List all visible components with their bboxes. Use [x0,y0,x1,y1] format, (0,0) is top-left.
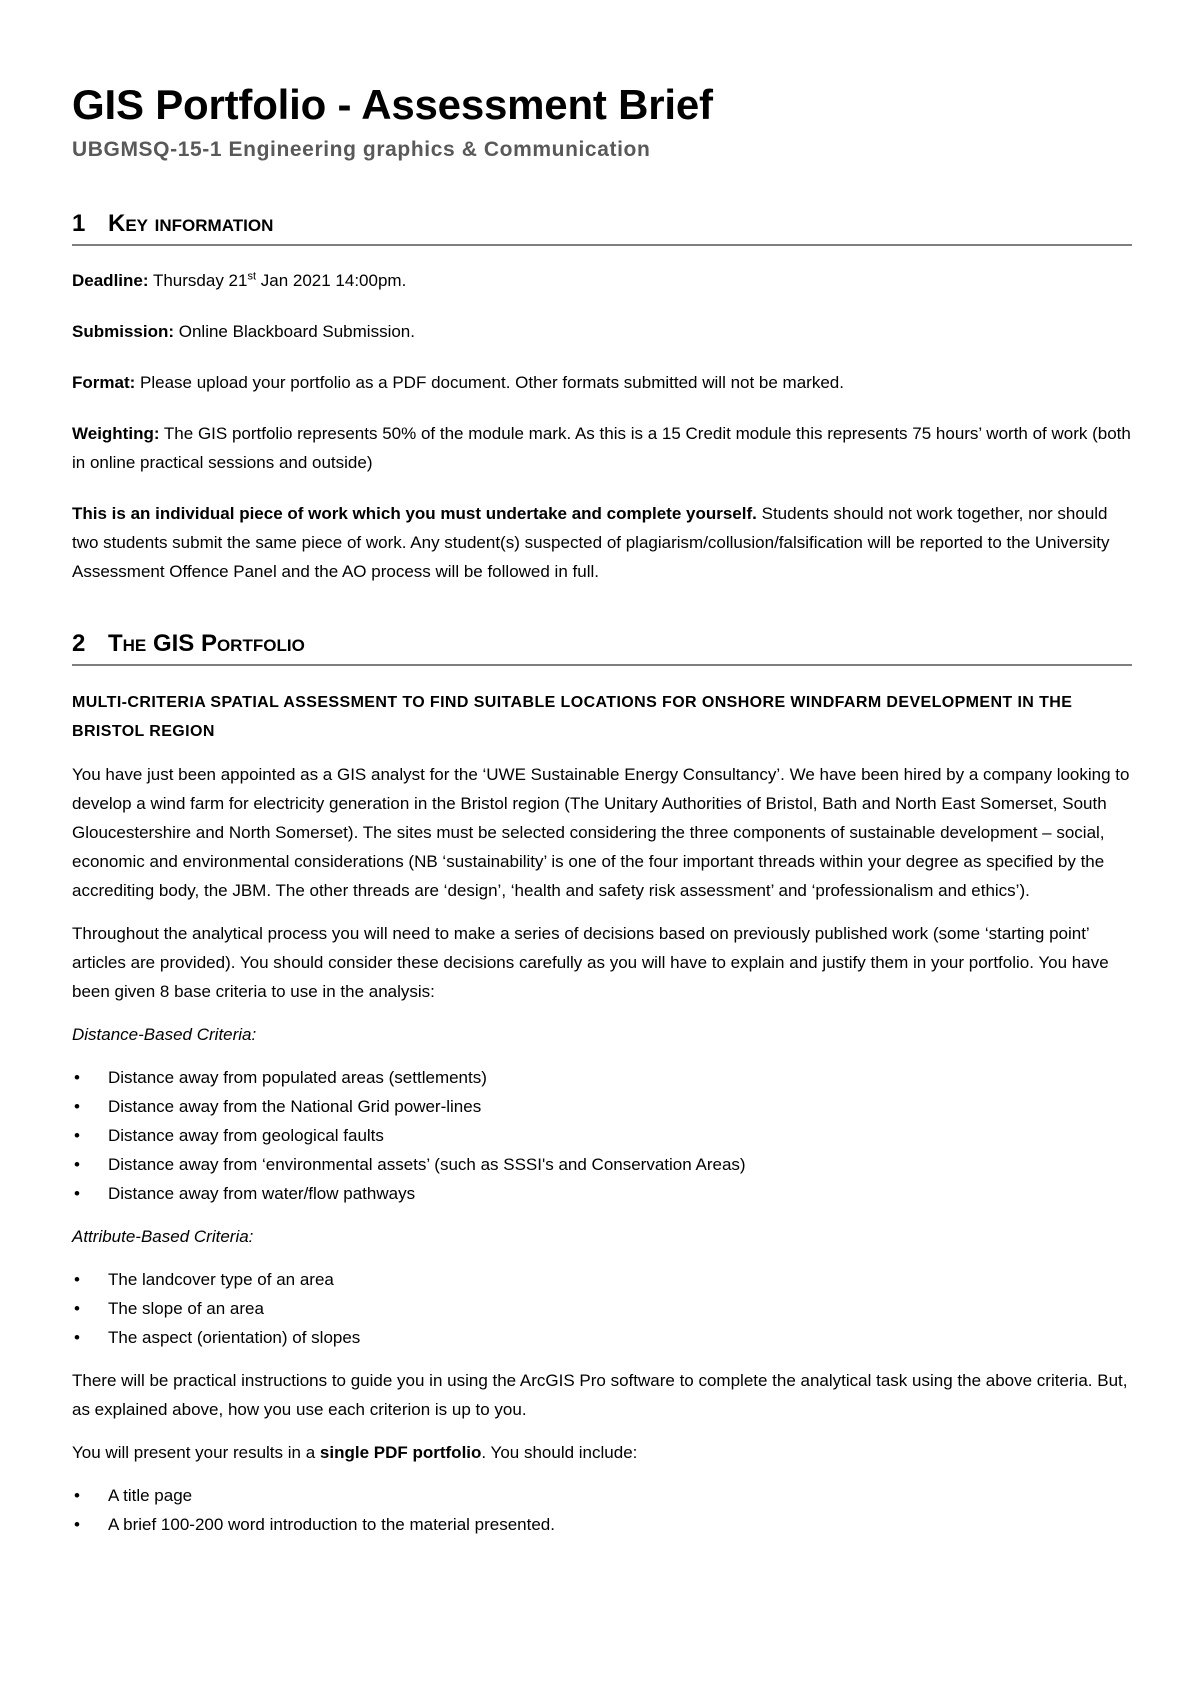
submission-line [72,317,1132,346]
submission-value: Online Blackboard Submission. [178,322,415,341]
section-2-title: The GIS Portfolio [108,630,305,657]
bullet-icon: • [74,1486,80,1505]
bullet-icon: • [74,1299,80,1318]
present-paragraph [72,1438,1132,1467]
bullet-icon: • [74,1097,80,1116]
weighting-value: The GIS portfolio represents 50% of the module mark. As this is a 15 Credit module this represents 75 hours’ worth of work (both in online practical sessions and outside) [72,424,1131,472]
bullet-icon: • [74,1184,80,1203]
present-emphasis: single PDF portfolio [319,1443,482,1462]
document-page [72,78,1132,1539]
distance-criteria-list [72,1063,1132,1208]
list-item: • Distance away from geological faults [72,1121,1132,1150]
bullet-icon: • [74,1155,80,1174]
distance-criteria-label: Distance-Based Criteria: [72,1025,257,1044]
weighting-label: Weighting: [72,424,160,443]
section-1-heading [72,208,1132,246]
deadline-line [72,266,1132,295]
present-text-end: . You should include: [481,1443,638,1462]
intro-paragraph: You have just been appointed as a GIS analyst for the ‘UWE Sustainable Energy Consultancy’. We have been hired by a company looking to develop a wind farm for electricity generation in the Bristol region (The Unitary Authorities of Bristol, Bath and North East Somerset, South Gloucestershire and North Somerset). The sites must be selected considering the three components of sustainable development – social, economic and environmental considerations (NB ‘sustainability’ is one of the four important threads within your degree as specified by the accrediting body, the JBM. The other threads are ‘design’, ‘health and safety risk assessment’ and ‘professionalism and ethics’). [72,765,1130,900]
section-1-title: Key information [108,210,274,237]
list-item: • Distance away from ‘environmental assets’ (such as SSSI's and Conservation Areas) [72,1150,1132,1179]
format-label: Format: [72,373,136,392]
list-item: • A brief 100-200 word introduction to the material presented. [72,1510,1132,1539]
portfolio-contents-list [72,1481,1132,1539]
format-value: Please upload your portfolio as a PDF document. Other formats submitted will not be marked. [140,373,844,392]
list-item: • A title page [72,1481,1132,1510]
deadline-date-suffix: st [247,270,257,283]
deadline-label: Deadline: [72,271,149,290]
document-subtitle: UBGMSQ-15-1 Engineering graphics & Communication [72,138,651,161]
practical-paragraph: There will be practical instructions to guide you in using the ArcGIS Pro software to complete the analytical task using the above criteria. But, as explained above, how you use each criterion is up to you. [72,1371,1128,1419]
list-item: • The landcover type of an area [72,1265,1132,1294]
key-information-block [72,266,1132,586]
section-2-number: 2 [72,630,86,657]
individual-work-emphasis: This is an individual piece of work which you must undertake and complete yourself. [72,504,757,523]
attribute-criteria-list [72,1265,1132,1352]
list-item: • The aspect (orientation) of slopes [72,1323,1132,1352]
process-paragraph: Throughout the analytical process you will need to make a series of decisions based on previously published work (some ‘starting point’ articles are provided). You should consider these decisions carefully as you will have to explain and justify them in your portfolio. You have been given 8 base criteria to use in the analysis: [72,924,1109,1001]
section-1-number: 1 [72,210,86,237]
format-line [72,368,1132,397]
bullet-icon: • [74,1126,80,1145]
list-item: • Distance away from water/flow pathways [72,1179,1132,1208]
bullet-icon: • [74,1515,80,1534]
individual-work-text: Students should not work together, nor should two students submit the same piece of work. Any student(s) suspected of plagiarism/collusion/falsification will be reported to the University Assessment Offence Panel and the AO process will be followed in full. [72,504,1110,581]
weighting-line [72,419,1132,477]
submission-label: Submission: [72,322,175,341]
present-text-start: You will present your results in a [72,1443,316,1462]
assessment-topic-heading: MULTI-CRITERIA SPATIAL ASSESSMENT TO FIND SUITABLE LOCATIONS FOR ONSHORE WINDFARM DEVELOPMENT IN THE BRISTOL REGION [72,694,1073,740]
deadline-time: Jan 2021 14:00pm. [260,271,407,290]
list-item: • Distance away from populated areas (settlements) [72,1063,1132,1092]
bullet-icon: • [74,1328,80,1347]
list-item: • The slope of an area [72,1294,1132,1323]
individual-work-paragraph [72,499,1132,586]
bullet-icon: • [74,1068,80,1087]
document-title: GIS Portfolio - Assessment Brief [72,81,713,128]
list-item: • Distance away from the National Grid power-lines [72,1092,1132,1121]
section-2-heading [72,628,1132,666]
attribute-criteria-label: Attribute-Based Criteria: [72,1227,254,1246]
deadline-date: Thursday 21 [152,271,248,290]
bullet-icon: • [74,1270,80,1289]
